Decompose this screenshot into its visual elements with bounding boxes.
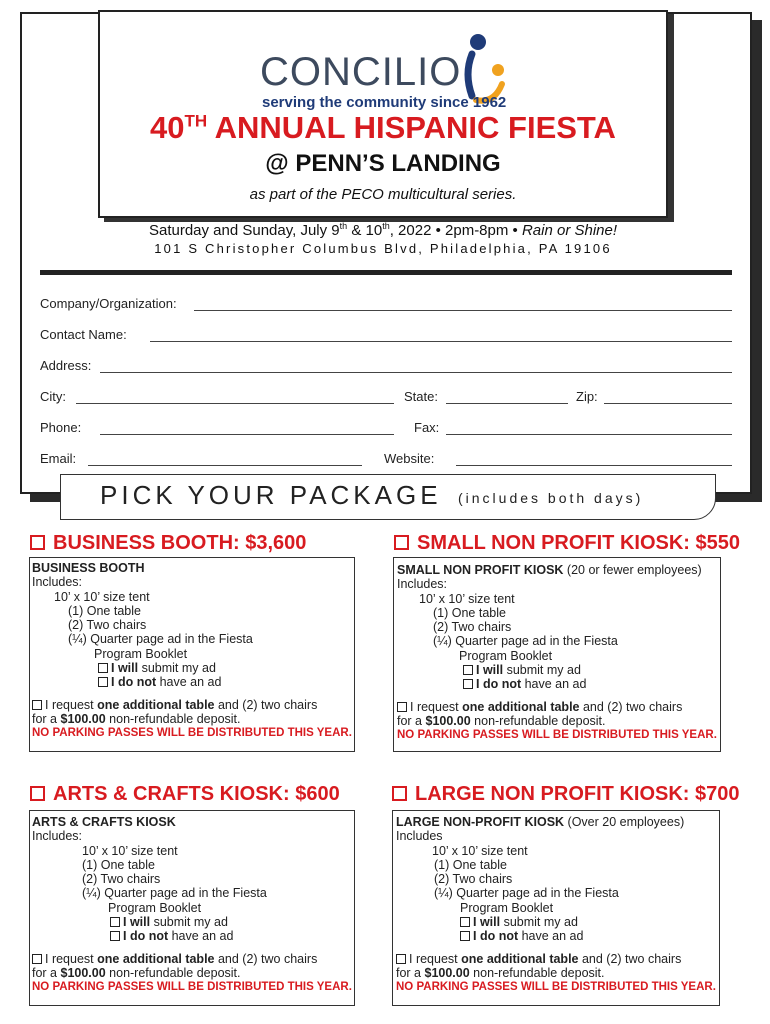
event-title: 40TH ANNUAL HISPANIC FIESTA <box>150 110 616 145</box>
package-details-business: BUSINESS BOOTH Includes: 10’ x 10’ size tent (1) One table (2) Two chairs (¼) Quarter page ad in the Fiesta Program Booklet I will submit my ad I do not have an ad I request one additional table and (2) two chairs for a $100.00 non-refundable deposit. NO PARKING PASSES WILL BE DISTRIBUTED THIS YEAR. <box>32 561 352 740</box>
checkbox-icon[interactable] <box>392 786 407 801</box>
extra-table-checkbox[interactable] <box>32 954 42 964</box>
no-ad-checkbox[interactable] <box>460 931 470 941</box>
pick-package-title: PICK YOUR PACKAGE <box>100 480 442 510</box>
package-details-large-nonprofit: LARGE NON-PROFIT KIOSK (Over 20 employees) Includes 10’ x 10’ size tent (1) One table (2) Two chairs (¼) Quarter page ad in the Fiesta Program Booklet I will submit my ad I do not have an ad I request one additional table and (2) two chairs for a $100.00 non-refundable deposit. NO PARKING PASSES WILL BE DISTRIBUTED THIS YEAR. <box>396 815 716 994</box>
website-field[interactable] <box>456 465 732 466</box>
city-field[interactable] <box>76 403 394 404</box>
will-submit-checkbox[interactable] <box>460 917 470 927</box>
email-field[interactable] <box>88 465 362 466</box>
will-submit-checkbox[interactable] <box>98 663 108 673</box>
concilio-logo <box>258 30 518 112</box>
checkbox-icon[interactable] <box>394 535 409 550</box>
company-label: Company/Organization: <box>40 296 177 311</box>
checkbox-icon[interactable] <box>30 535 45 550</box>
event-subtitle: as part of the PECO multicultural series. <box>249 186 517 203</box>
state-label: State: <box>404 389 438 404</box>
logo-tagline: serving the community since 1962 <box>262 94 507 111</box>
website-label: Website: <box>384 451 435 466</box>
package-heading-small-nonprofit[interactable]: SMALL NON PROFIT KIOSK: $550 <box>394 532 740 555</box>
zip-label: Zip: <box>576 389 598 404</box>
fax-label: Fax: <box>414 420 440 435</box>
parking-warning: NO PARKING PASSES WILL BE DISTRIBUTED THIS YEAR. <box>32 727 352 740</box>
package-heading-large-nonprofit[interactable]: LARGE NON PROFIT KIOSK: $700 <box>392 783 740 806</box>
event-dates: Saturday and Sunday, July 9th & 10th, 2022 • 2pm-8pm • Rain or Shine! <box>148 221 618 239</box>
contact-field[interactable] <box>150 341 732 342</box>
zip-field[interactable] <box>604 403 732 404</box>
phone-field[interactable] <box>100 434 394 435</box>
package-heading-business[interactable]: BUSINESS BOOTH: $3,600 <box>30 532 306 555</box>
will-submit-checkbox[interactable] <box>110 917 120 927</box>
city-label: City: <box>40 389 66 404</box>
extra-table-checkbox[interactable] <box>396 954 406 964</box>
pick-package-subtitle: (includes both days) <box>458 490 644 506</box>
extra-table-checkbox[interactable] <box>32 700 42 710</box>
event-location: @ PENN’S LANDING <box>265 150 501 177</box>
no-ad-checkbox[interactable] <box>463 679 473 689</box>
no-ad-checkbox[interactable] <box>110 931 120 941</box>
no-ad-checkbox[interactable] <box>98 677 108 687</box>
extra-table-checkbox[interactable] <box>397 702 407 712</box>
fax-field[interactable] <box>446 434 732 435</box>
parking-warning: NO PARKING PASSES WILL BE DISTRIBUTED THIS YEAR. <box>32 981 352 994</box>
package-details-arts-crafts: ARTS & CRAFTS KIOSK Includes: 10’ x 10’ size tent (1) One table (2) Two chairs (¼) Quarter page ad in the Fiesta Program Booklet I will submit my ad I do not have an ad I request one additional table and (2) two chairs for a $100.00 non-refundable deposit. NO PARKING PASSES WILL BE DISTRIBUTED THIS YEAR. <box>32 815 352 994</box>
phone-label: Phone: <box>40 420 82 435</box>
event-address: 101 S Christopher Columbus Blvd, Philadelphia, PA 19106 <box>154 241 612 256</box>
state-field[interactable] <box>446 403 568 404</box>
address-label: Address: <box>40 358 92 373</box>
will-submit-checkbox[interactable] <box>463 665 473 675</box>
package-heading-arts-crafts[interactable]: ARTS & CRAFTS KIOSK: $600 <box>30 783 340 806</box>
parking-warning: NO PARKING PASSES WILL BE DISTRIBUTED THIS YEAR. <box>397 729 717 742</box>
parking-warning: NO PARKING PASSES WILL BE DISTRIBUTED THIS YEAR. <box>396 981 716 994</box>
email-label: Email: <box>40 451 77 466</box>
contact-label: Contact Name: <box>40 327 127 342</box>
checkbox-icon[interactable] <box>30 786 45 801</box>
divider <box>40 270 732 275</box>
company-field[interactable] <box>194 310 732 311</box>
logo-wordmark: CONCILIO <box>260 50 462 94</box>
address-field[interactable] <box>100 372 732 373</box>
package-details-small-nonprofit: SMALL NON PROFIT KIOSK (20 or fewer employees) Includes: 10’ x 10’ size tent (1) One table (2) Two chairs (¼) Quarter page ad in the Fiesta Program Booklet I will submit my ad I do not have an ad I request one additional table and (2) two chairs for a $100.00 non-refundable deposit. NO PARKING PASSES WILL BE DISTRIBUTED THIS YEAR. <box>397 563 717 742</box>
